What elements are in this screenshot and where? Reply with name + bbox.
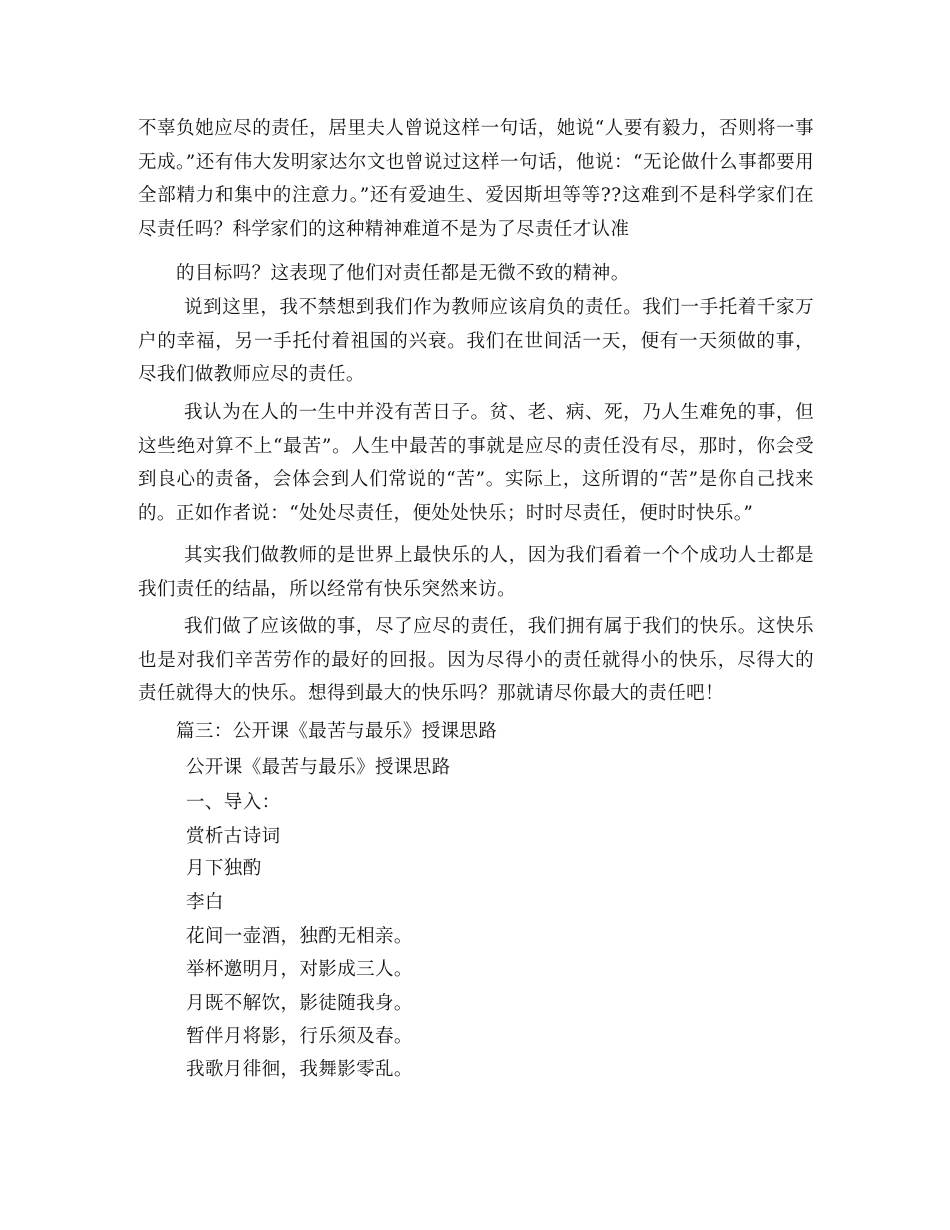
paragraph-teacher-duty: 说到这里，我不禁想到我们作为教师应该肩负的责任。我们一手托着千家万户的幸福，另一手托付着祖国的兴衰。我们在世间活一天，便有一天须做的事，尽我们做教师应尽的责任。 (138, 297, 814, 385)
poem-line: 暂伴月将影，行乐须及春。 (186, 1026, 413, 1047)
paragraph-happiest-teachers: 其实我们做教师的是世界上最快乐的人，因为我们看着一个个成功人士都是我们责任的结晶，所以经常有快乐突然来访。 (138, 545, 814, 600)
paragraph-scientists: 不辜负她应尽的责任，居里夫人曾说这样一句话，她说“人要有毅力，否则将一事无成。”还有伟大发明家达尔文也曾说过这样一句话，他说：“无论做什么事都要用全部精力和集中的注意力。”还有爱迪生、爱因斯坦等等??这难到不是科学家们在尽责任吗？科学家们的这种精神难道不是为了尽责任才认准 (138, 118, 814, 240)
intro-heading: 一、导入： (186, 792, 281, 813)
poem-line: 举杯邀明月，对影成三人。 (186, 959, 413, 980)
poem-author: 李白 (186, 892, 224, 913)
poem-line: 我歌月徘徊，我舞影零乱。 (186, 1059, 413, 1080)
paragraph-scientists-end: 的目标吗？这表现了他们对责任都是无微不致的精神。 (176, 263, 630, 284)
paragraph-no-bitter-days: 我认为在人的一生中并没有苦日子。贫、老、病、死，乃人生难免的事，但这些绝对算不上“最苦”。人生中最苦的事就是应尽的责任没有尽，那时，你会受到良心的责备，会体会到人们常说的“苦”。实际上，这所谓的“苦”是你自己找来的。正如作者说：“处处尽责任，便处处快乐；时时尽责任，便时时快乐。” (138, 402, 814, 524)
poem-title: 月下独酌 (186, 858, 262, 879)
lesson-subtitle: 公开课《最苦与最乐》授课思路 (186, 757, 451, 778)
section-heading: 篇三：公开课《最苦与最乐》授课思路 (176, 721, 498, 742)
paragraph-responsibility-joy: 我们做了应该做的事，尽了应尽的责任，我们拥有属于我们的快乐。这快乐也是对我们辛苦劳作的最好的回报。因为尽得小的责任就得小的快乐，尽得大的责任就得大的快乐。想得到最大的快乐吗？那就请尽你最大的责任吧！ (138, 616, 814, 704)
appreciation-label: 赏析古诗词 (186, 826, 281, 847)
poem-line: 花间一壶酒，独酌无相亲。 (186, 926, 413, 947)
poem-line: 月既不解饮，影徒随我身。 (186, 993, 413, 1014)
